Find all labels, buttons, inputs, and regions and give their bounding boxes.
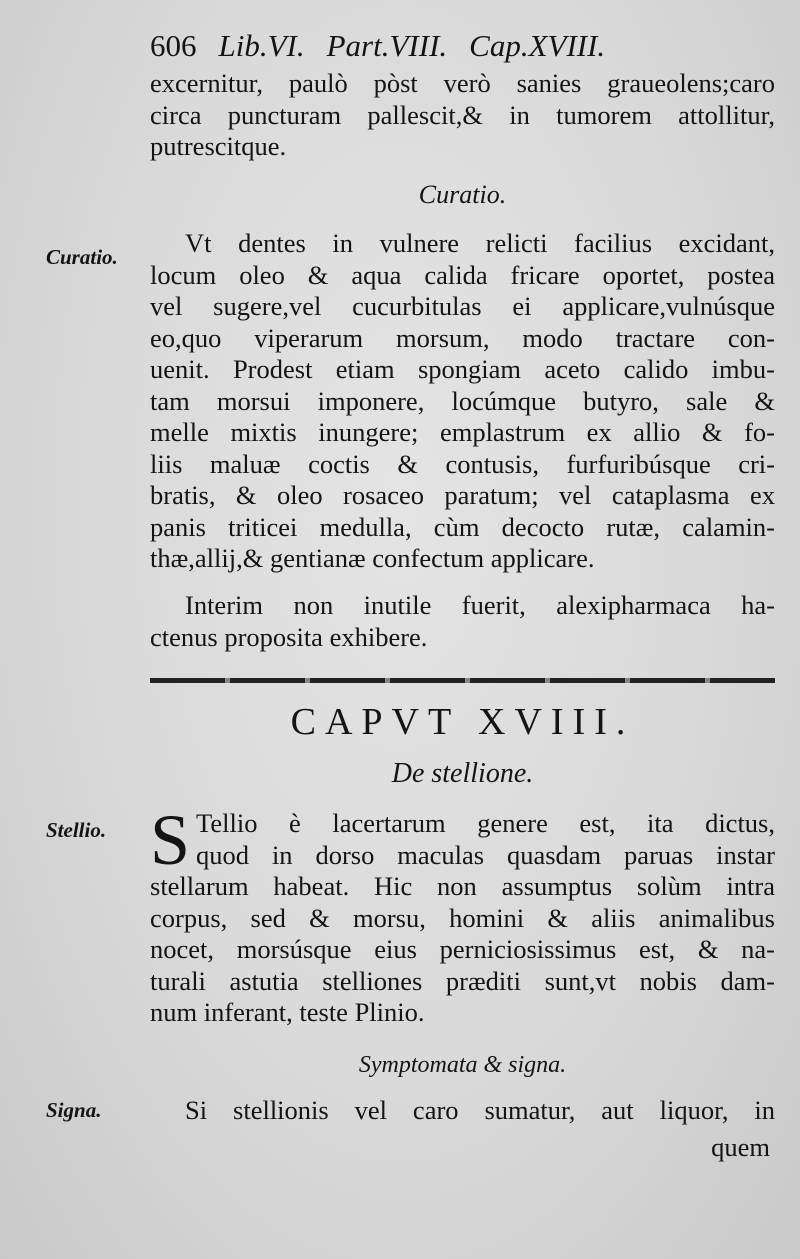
paragraph-stellio [150, 800, 775, 1029]
text-line: bratis, & oleo rosaceo paratum; vel cataplasma ex [150, 480, 775, 510]
paragraph-interim [150, 590, 775, 653]
text-line: Interim non inutile fuerit, alexipharmaca ha- [185, 590, 775, 620]
chapter-subtitle: De stellione. [391, 758, 534, 789]
text-line: excernitur, paulò pòst verò sanies graueolens;caro [150, 68, 775, 98]
margin-note-curatio: Curatio. [46, 245, 118, 269]
section-title-symptomata: Symptomata & signa. [358, 1052, 567, 1078]
text-line: thæ,allij,& gentianæ confectum applicare. [150, 543, 595, 573]
text-line: uenit. Prodest etiam spongiam aceto calido imbu- [150, 354, 775, 384]
page-number: 606 [150, 28, 197, 63]
text-line: Vt dentes in vulnere relicti facilius excidant, [185, 228, 775, 258]
text-line: Tellio è lacertarum genere est, ita dictus, [196, 808, 775, 838]
text-line: corpus, sed & morsu, homini & aliis animalibus [150, 902, 775, 933]
catchword: quem [711, 1132, 770, 1162]
chapter-divider [150, 678, 775, 683]
text-line: liis maluæ coctis & contusis, furfuribúsque cri- [150, 448, 775, 479]
text-line: tam morsui imponere, locúmque butyro, sale & [150, 385, 775, 416]
text-line: Si stellionis vel caro sumatur, aut liquor, in [185, 1095, 775, 1125]
text-line: turali astutia stelliones præditi sunt,vt nobis dam- [150, 965, 775, 996]
paragraph-curatio [150, 228, 775, 575]
text-line: ctenus proposita exhibere. [150, 621, 428, 652]
header-chapter: Cap.XVIII. [469, 28, 606, 63]
paragraph-signa [150, 1095, 775, 1127]
chapter-heading: CAPVT XVIII. [290, 701, 635, 743]
running-header [150, 28, 770, 64]
margin-note-signa: Signa. [46, 1098, 102, 1122]
text-line: melle mixtis inungere; emplastrum ex allio & fo- [150, 417, 775, 447]
text-line: num inferant, teste Plinio. [150, 997, 425, 1027]
header-part: Part.VIII. [326, 28, 448, 63]
header-book: Lib.VI. [218, 28, 305, 63]
text-line: circa puncturam pallescit,& in tumorem attollitur, [150, 99, 775, 130]
drop-cap: S [150, 800, 191, 880]
text-line: panis triticei medulla, cùm decocto rutæ, calamin- [150, 511, 775, 542]
text-line: quod in dorso maculas quasdam paruas instar [196, 839, 775, 870]
text-line: stellarum habeat. Hic non assumptus solùm intra [150, 871, 775, 901]
section-title-curatio: Curatio. [418, 180, 507, 209]
paragraph-continuation [150, 68, 775, 163]
text-line: vel sugere,vel cucurbitulas ei applicare,vulnúsque [150, 291, 775, 321]
text-line: nocet, morsúsque eius perniciosissimus est, & na- [150, 934, 775, 964]
text-line: locum oleo & aqua calida fricare oportet, postea [150, 259, 775, 290]
text-line: putrescitque. [150, 131, 287, 161]
text-line: eo,quo viperarum morsum, modo tractare con- [150, 322, 775, 353]
margin-note-stellio: Stellio. [46, 818, 107, 842]
